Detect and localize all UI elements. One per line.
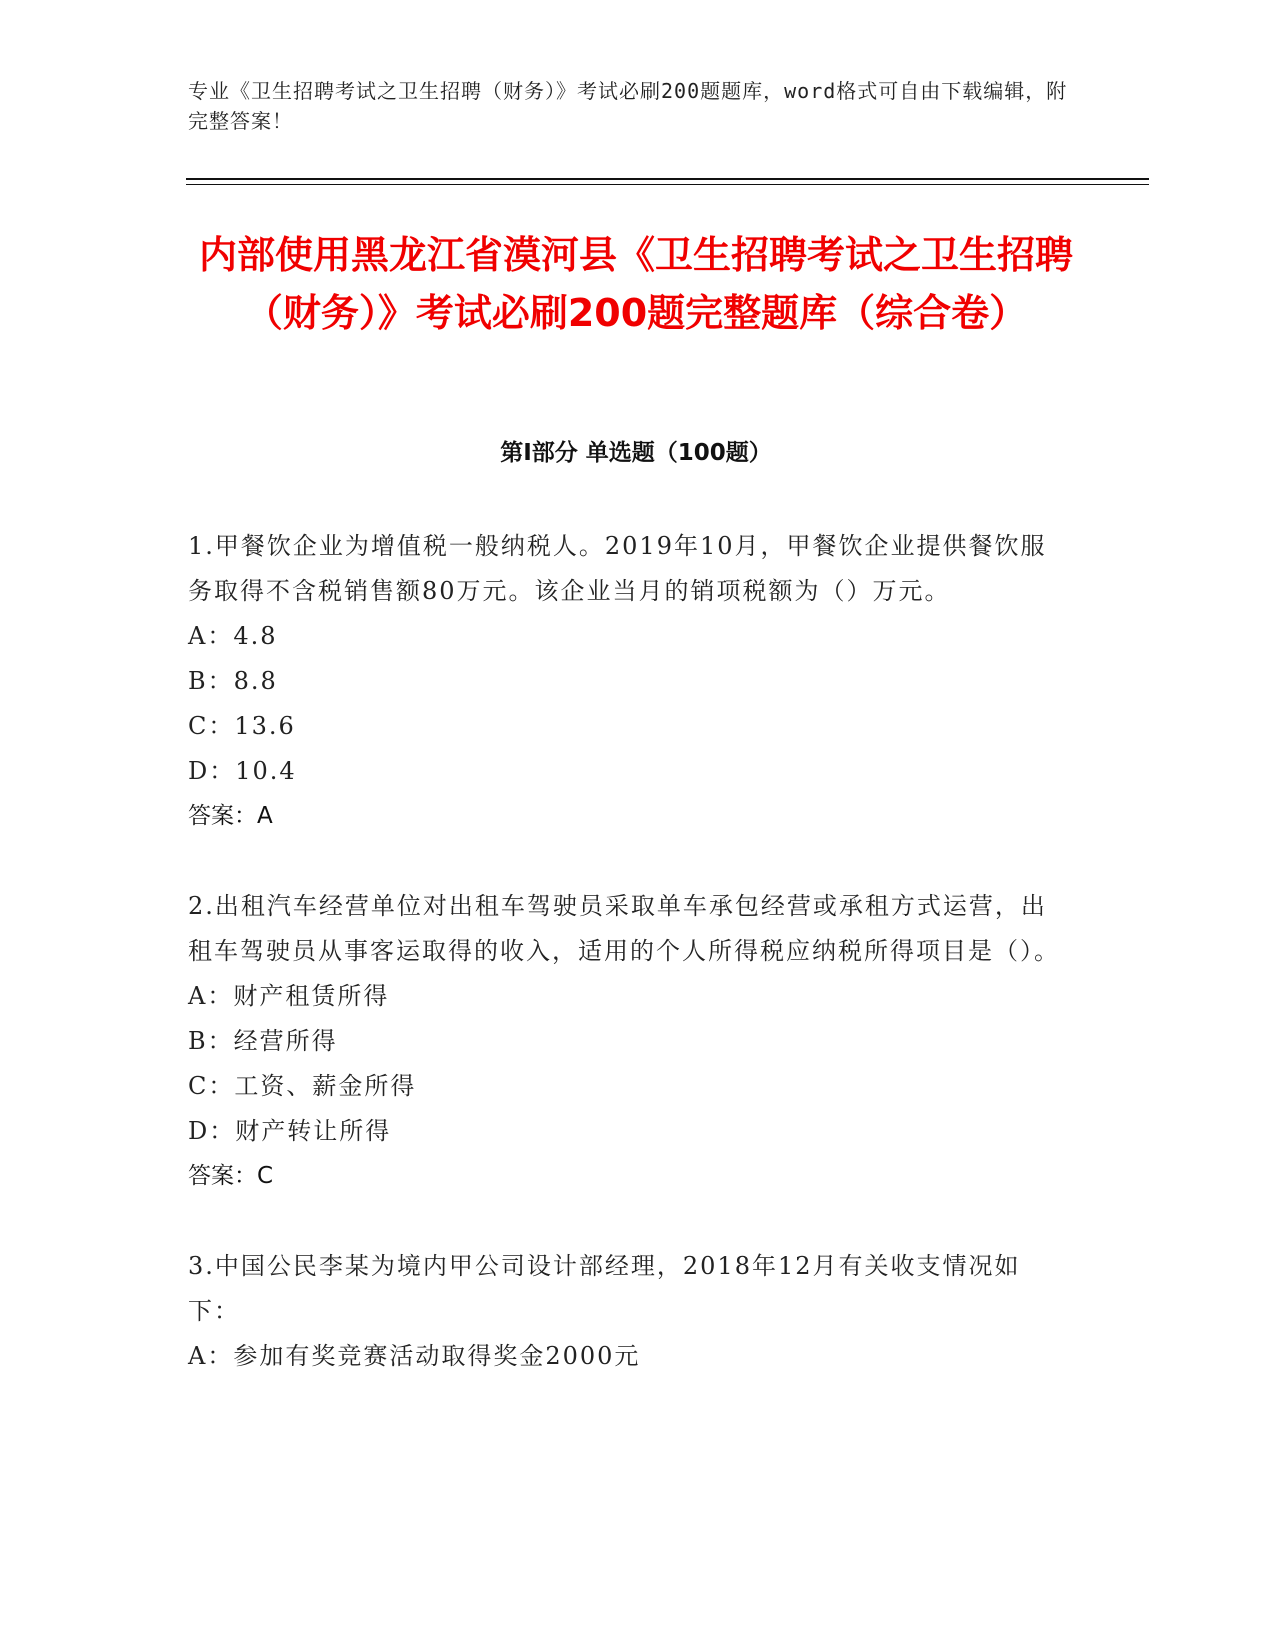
- question-text: 2.出租汽车经营单位对出租车驾驶员采取单车承包经营或承租方式运营，出租车驾驶员从事客运取得的收入，适用的个人所得税应纳税所得项目是（）。: [188, 892, 1060, 965]
- question-3: [188, 1244, 1068, 1379]
- header-rule-thin: [186, 184, 1149, 185]
- question-1: [188, 524, 1068, 839]
- section-title: 第I部分 单选题（100题）: [500, 440, 772, 466]
- questions-list: [188, 524, 1068, 1379]
- answer: 答案：C: [188, 1163, 274, 1189]
- question-2: [188, 884, 1068, 1199]
- option-a: A：4.8: [188, 622, 278, 650]
- question-text: 1.甲餐饮企业为增值税一般纳税人。2019年10月，甲餐饮企业提供餐饮服务取得不含税销售额80万元。该企业当月的销项税额为（）万元。: [188, 532, 1047, 605]
- option-d: D：财产转让所得: [188, 1117, 392, 1145]
- option-c: C：13.6: [188, 712, 296, 740]
- question-spacer: [188, 1199, 1068, 1244]
- option-a: A：参加有奖竞赛活动取得奖金2000元: [188, 1342, 641, 1370]
- option-a: A：财产租赁所得: [188, 982, 390, 1010]
- question-text: 3.中国公民李某为境内甲公司设计部经理，2018年12月有关收支情况如下：: [188, 1252, 1021, 1325]
- option-b: B：经营所得: [188, 1027, 338, 1055]
- header-note: 专业《卫生招聘考试之卫生招聘（财务）》考试必刷200题题库，word格式可自由下载编辑，附完整答案！: [188, 79, 1068, 133]
- question-spacer: [188, 839, 1068, 884]
- header-rule-thick: [186, 178, 1149, 180]
- option-c: C：工资、薪金所得: [188, 1072, 417, 1100]
- answer: 答案：A: [188, 803, 273, 829]
- document-title: 内部使用黑龙江省漠河县《卫生招聘考试之卫生招聘（财务）》考试必刷200题完整题库（综合卷）: [198, 233, 1073, 335]
- option-d: D：10.4: [188, 757, 297, 785]
- option-b: B：8.8: [188, 667, 278, 695]
